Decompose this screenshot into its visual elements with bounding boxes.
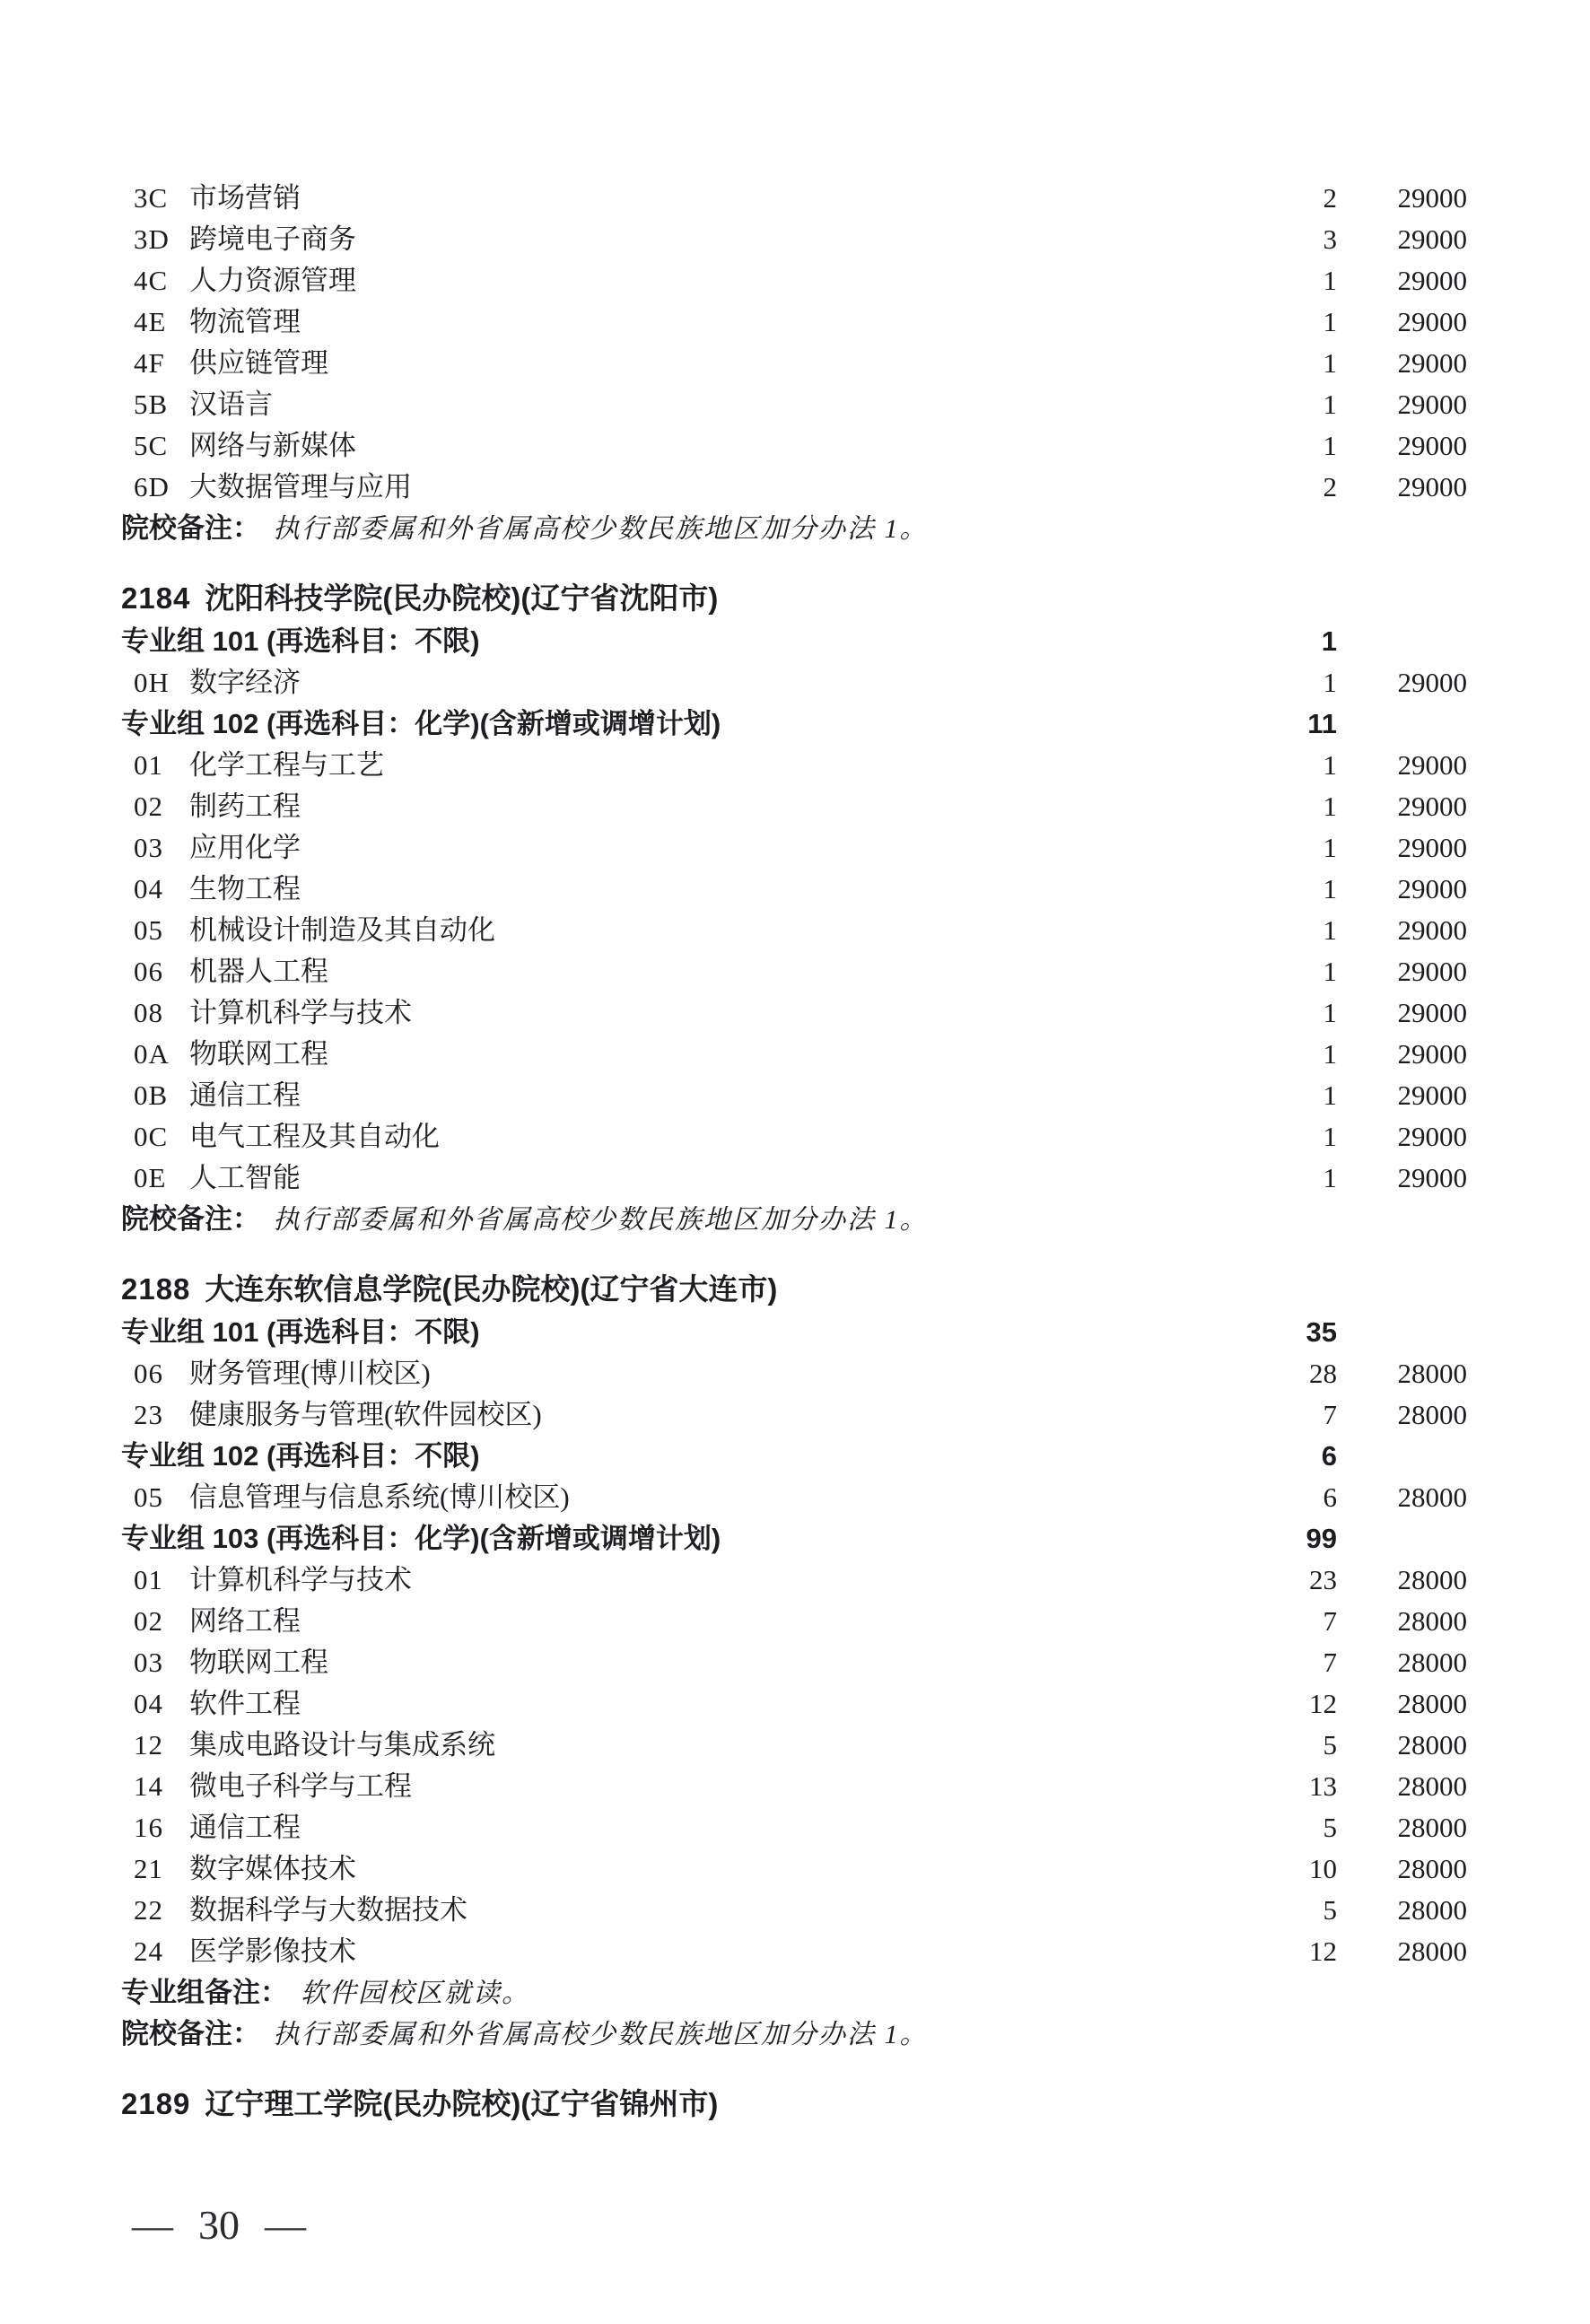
major-code: 5B [134, 389, 169, 420]
footer-dash-left: — [132, 2201, 173, 2248]
note-text: 软件园校区就读。 [301, 1979, 530, 2008]
major-row [121, 467, 1467, 508]
major-code: 6D [134, 471, 170, 502]
school-header [121, 576, 1467, 621]
major-row [121, 1601, 1467, 1642]
major-row [121, 1807, 1467, 1848]
major-count: 1 [1323, 1038, 1337, 1070]
group-title: 专业组 102 (再选科目：不限) [121, 1440, 480, 1472]
major-name: 制药工程 [189, 791, 301, 822]
major-code: 14 [134, 1770, 163, 1802]
major-name: 信息管理与信息系统(博川校区) [189, 1481, 570, 1513]
major-code: 16 [134, 1812, 163, 1843]
group-count: 6 [1321, 1440, 1337, 1472]
major-fee: 28000 [1397, 1647, 1467, 1678]
major-code: 23 [134, 1399, 163, 1430]
major-row [121, 662, 1467, 703]
major-name: 跨境电子商务 [189, 223, 356, 255]
major-name: 计算机科学与技术 [189, 1564, 412, 1595]
major-name: 化学工程与工艺 [189, 749, 384, 781]
major-fee: 29000 [1397, 347, 1467, 379]
major-count: 1 [1323, 306, 1337, 337]
major-code: 0B [134, 1079, 169, 1111]
school-block [121, 2082, 1467, 2127]
major-count: 1 [1323, 832, 1337, 863]
major-count: 1 [1323, 347, 1337, 379]
major-code: 04 [134, 1688, 163, 1719]
major-row [121, 1931, 1467, 1972]
major-count: 5 [1323, 1729, 1337, 1760]
major-count: 1 [1323, 667, 1337, 698]
major-count: 12 [1309, 1935, 1337, 1967]
major-row [121, 178, 1467, 219]
major-name: 物联网工程 [189, 1038, 328, 1070]
major-name: 计算机科学与技术 [189, 997, 412, 1028]
major-row [121, 260, 1467, 301]
major-code: 05 [134, 1481, 163, 1513]
note-text: 执行部委属和外省属高校少数民族地区加分办法 1。 [273, 514, 929, 544]
major-name: 通信工程 [189, 1812, 301, 1843]
major-count: 1 [1323, 1079, 1337, 1111]
major-row [121, 425, 1467, 467]
major-code: 24 [134, 1935, 163, 1967]
major-row [121, 1848, 1467, 1890]
school-block [121, 1267, 1467, 2055]
major-code: 06 [134, 1358, 163, 1389]
major-row [121, 951, 1467, 992]
major-count: 5 [1323, 1812, 1337, 1843]
major-code: 02 [134, 1605, 163, 1637]
major-name: 人工智能 [189, 1162, 301, 1193]
major-group-header [121, 621, 1467, 662]
major-fee: 29000 [1397, 182, 1467, 214]
major-row [121, 869, 1467, 910]
major-row [121, 1890, 1467, 1931]
major-fee: 28000 [1397, 1894, 1467, 1926]
major-row [121, 1477, 1467, 1518]
major-count: 1 [1323, 389, 1337, 420]
major-code: 0H [134, 667, 170, 698]
major-name: 汉语言 [189, 389, 273, 420]
major-code: 01 [134, 749, 163, 781]
major-fee: 28000 [1397, 1853, 1467, 1884]
major-row [121, 1560, 1467, 1601]
note-label: 院校备注： [121, 512, 260, 544]
page-number: 30 [198, 2201, 240, 2248]
major-group-header [121, 1518, 1467, 1560]
note-label: 院校备注： [121, 1203, 260, 1235]
major-count: 1 [1323, 1121, 1337, 1152]
major-fee: 28000 [1397, 1688, 1467, 1719]
major-name: 医学影像技术 [189, 1935, 356, 1967]
group-title: 专业组 101 (再选科目：不限) [121, 1316, 480, 1348]
major-code: 5C [134, 430, 169, 461]
major-row [121, 1683, 1467, 1725]
group-count: 11 [1307, 708, 1337, 739]
major-count: 5 [1323, 1894, 1337, 1926]
major-row [121, 827, 1467, 869]
major-count: 7 [1323, 1399, 1337, 1430]
major-row [121, 1725, 1467, 1766]
school-code: 2188 [121, 1272, 191, 1306]
major-count: 3 [1323, 223, 1337, 255]
major-group-header [121, 703, 1467, 745]
major-code: 3C [134, 182, 169, 214]
major-fee: 29000 [1397, 265, 1467, 296]
major-name: 电气工程及其自动化 [189, 1121, 440, 1152]
note-row [121, 508, 1467, 549]
major-row [121, 1766, 1467, 1807]
major-fee: 29000 [1397, 873, 1467, 904]
major-fee: 29000 [1397, 1079, 1467, 1111]
major-fee: 29000 [1397, 749, 1467, 781]
major-fee: 29000 [1397, 914, 1467, 946]
footer-dash-right: — [265, 2201, 306, 2248]
major-name: 机器人工程 [189, 956, 328, 987]
major-row [121, 301, 1467, 343]
major-name: 生物工程 [189, 873, 301, 904]
major-fee: 29000 [1397, 306, 1467, 337]
major-name: 应用化学 [189, 832, 301, 863]
note-row [121, 1199, 1467, 1240]
major-name: 大数据管理与应用 [189, 471, 412, 502]
major-code: 05 [134, 914, 163, 946]
major-fee: 29000 [1397, 471, 1467, 502]
major-name: 物联网工程 [189, 1647, 328, 1678]
major-code: 06 [134, 956, 163, 987]
major-fee: 29000 [1397, 430, 1467, 461]
major-name: 微电子科学与工程 [189, 1770, 412, 1802]
major-row [121, 1158, 1467, 1199]
major-fee: 29000 [1397, 389, 1467, 420]
admission-plan-table [121, 178, 1467, 2127]
major-code: 0C [134, 1121, 169, 1152]
major-code: 04 [134, 873, 163, 904]
major-code: 0E [134, 1162, 167, 1193]
major-row [121, 786, 1467, 827]
major-fee: 28000 [1397, 1564, 1467, 1595]
major-code: 4F [134, 347, 165, 379]
note-row [121, 1972, 1467, 2014]
major-name: 市场营销 [189, 182, 301, 214]
major-count: 1 [1323, 430, 1337, 461]
school-block [121, 576, 1467, 1240]
major-fee: 28000 [1397, 1812, 1467, 1843]
major-code: 22 [134, 1894, 163, 1926]
major-name: 集成电路设计与集成系统 [189, 1729, 495, 1760]
school-code: 2184 [121, 581, 191, 615]
major-count: 23 [1309, 1564, 1337, 1595]
major-row [121, 1353, 1467, 1394]
major-fee: 28000 [1397, 1605, 1467, 1637]
major-fee: 28000 [1397, 1399, 1467, 1430]
major-fee: 28000 [1397, 1770, 1467, 1802]
major-code: 12 [134, 1729, 163, 1760]
major-row [121, 910, 1467, 951]
major-count: 1 [1323, 914, 1337, 946]
major-count: 6 [1323, 1481, 1337, 1513]
major-row [121, 745, 1467, 786]
major-fee: 29000 [1397, 997, 1467, 1028]
school-code: 2189 [121, 2087, 191, 2120]
major-count: 1 [1323, 749, 1337, 781]
major-code: 03 [134, 832, 163, 863]
major-group-header [121, 1312, 1467, 1353]
major-fee: 29000 [1397, 956, 1467, 987]
major-name: 网络工程 [189, 1605, 301, 1637]
major-fee: 29000 [1397, 791, 1467, 822]
major-count: 1 [1323, 791, 1337, 822]
major-count: 28 [1309, 1358, 1337, 1389]
major-row [121, 384, 1467, 425]
major-code: 3D [134, 223, 170, 255]
note-text: 执行部委属和外省属高校少数民族地区加分办法 1。 [273, 2020, 929, 2049]
major-row [121, 1034, 1467, 1075]
major-fee: 29000 [1397, 1121, 1467, 1152]
major-count: 2 [1323, 471, 1337, 502]
major-group-header [121, 1436, 1467, 1477]
major-count: 1 [1323, 265, 1337, 296]
major-fee: 28000 [1397, 1358, 1467, 1389]
major-name: 数字经济 [189, 667, 301, 698]
page-footer [132, 2197, 306, 2252]
major-fee: 29000 [1397, 1162, 1467, 1193]
major-fee: 28000 [1397, 1481, 1467, 1513]
major-code: 4C [134, 265, 169, 296]
major-count: 7 [1323, 1647, 1337, 1678]
major-name: 机械设计制造及其自动化 [189, 914, 495, 946]
major-count: 1 [1323, 1162, 1337, 1193]
major-code: 08 [134, 997, 163, 1028]
major-code: 21 [134, 1853, 163, 1884]
major-name: 物流管理 [189, 306, 301, 337]
major-count: 1 [1323, 997, 1337, 1028]
major-count: 12 [1309, 1688, 1337, 1719]
major-code: 4E [134, 306, 167, 337]
major-count: 13 [1309, 1770, 1337, 1802]
major-fee: 29000 [1397, 223, 1467, 255]
major-row [121, 343, 1467, 384]
major-count: 7 [1323, 1605, 1337, 1637]
major-fee: 28000 [1397, 1729, 1467, 1760]
school-name: 辽宁理工学院(民办院校)(辽宁省锦州市) [205, 2087, 719, 2120]
major-name: 数据科学与大数据技术 [189, 1894, 467, 1926]
school-block [121, 178, 1467, 549]
major-count: 1 [1323, 956, 1337, 987]
major-name: 网络与新媒体 [189, 430, 356, 461]
major-name: 财务管理(博川校区) [189, 1358, 431, 1389]
group-title: 专业组 103 (再选科目：化学)(含新增或调增计划) [121, 1523, 721, 1554]
school-name: 大连东软信息学院(民办院校)(辽宁省大连市) [205, 1272, 778, 1306]
major-code: 0A [134, 1038, 170, 1070]
school-header [121, 1267, 1467, 1312]
major-name: 供应链管理 [189, 347, 328, 379]
major-row [121, 1642, 1467, 1683]
group-title: 专业组 101 (再选科目：不限) [121, 625, 480, 657]
major-name: 健康服务与管理(软件园校区) [189, 1399, 542, 1430]
school-name: 沈阳科技学院(民办院校)(辽宁省沈阳市) [205, 581, 719, 615]
major-fee: 28000 [1397, 1935, 1467, 1967]
group-count: 35 [1306, 1316, 1337, 1348]
major-name: 人力资源管理 [189, 265, 356, 296]
major-row [121, 219, 1467, 260]
major-name: 数字媒体技术 [189, 1853, 356, 1884]
group-count: 1 [1321, 625, 1337, 657]
group-count: 99 [1306, 1523, 1337, 1554]
major-code: 03 [134, 1647, 163, 1678]
major-fee: 29000 [1397, 667, 1467, 698]
major-row [121, 1116, 1467, 1158]
major-row [121, 1075, 1467, 1116]
major-count: 2 [1323, 182, 1337, 214]
major-name: 软件工程 [189, 1688, 301, 1719]
group-title: 专业组 102 (再选科目：化学)(含新增或调增计划) [121, 708, 721, 739]
note-row [121, 2014, 1467, 2055]
major-count: 1 [1323, 873, 1337, 904]
school-header [121, 2082, 1467, 2127]
major-fee: 29000 [1397, 1038, 1467, 1070]
note-label: 专业组备注： [121, 1977, 288, 2008]
major-name: 通信工程 [189, 1079, 301, 1111]
major-row [121, 1394, 1467, 1436]
major-count: 10 [1309, 1853, 1337, 1884]
note-label: 院校备注： [121, 2018, 260, 2049]
major-row [121, 992, 1467, 1034]
major-code: 02 [134, 791, 163, 822]
major-code: 01 [134, 1564, 163, 1595]
note-text: 执行部委属和外省属高校少数民族地区加分办法 1。 [273, 1205, 929, 1235]
major-fee: 29000 [1397, 832, 1467, 863]
